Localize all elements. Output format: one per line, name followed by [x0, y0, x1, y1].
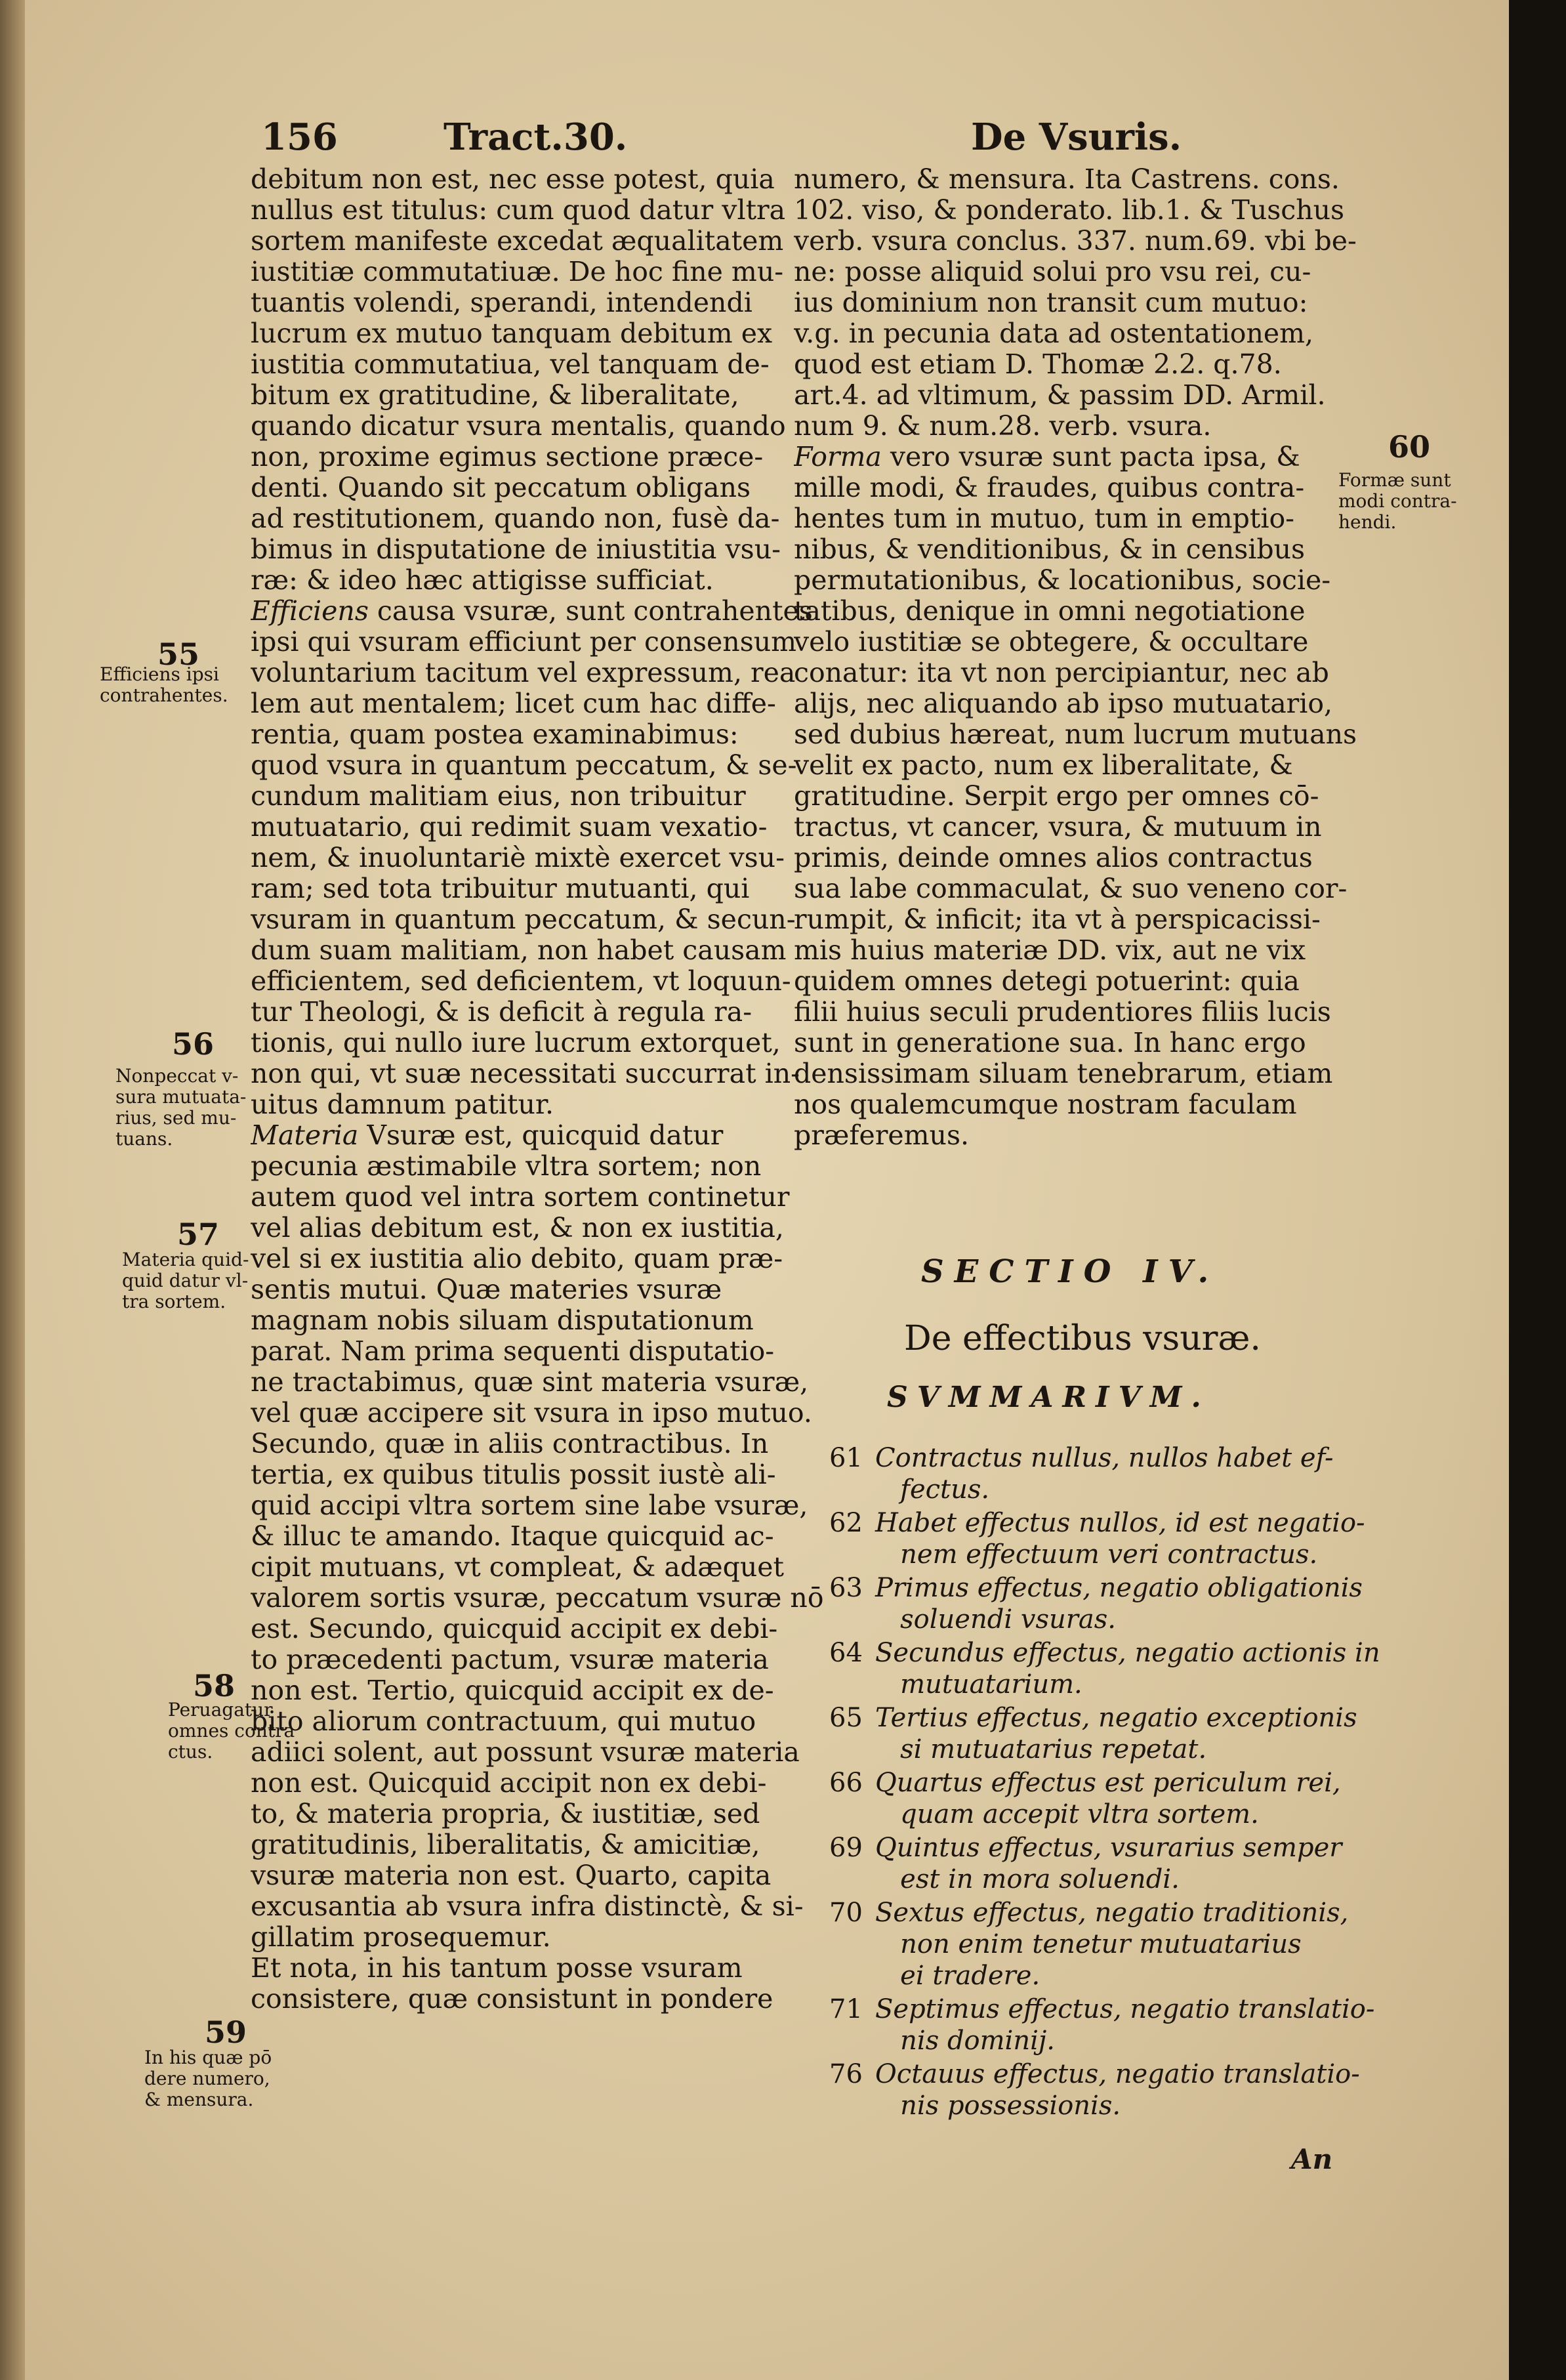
margin-number-57: 57: [177, 1217, 220, 1252]
text-line: mutuatario, qui redimit suam vexatio-: [251, 812, 768, 843]
text-line: primis, deinde omnes alios contractus: [794, 843, 1313, 873]
section-subtitle: De effectibus vsuræ.: [904, 1319, 1261, 1358]
text-line: hentes tum in mutuo, tum in emptio-: [794, 503, 1295, 534]
margin-number-56: 56: [172, 1026, 215, 1062]
text-line: quid accipi vltra sortem sine labe vsuræ,: [251, 1490, 808, 1521]
text-line: pecunia æstimabile vltra sortem; non: [251, 1151, 762, 1182]
summary-number: 70: [829, 1898, 863, 1928]
text-line: est. Secundo, quicquid accipit ex debi-: [251, 1614, 778, 1644]
summary-item: [829, 1637, 1393, 1700]
text-line: uitus damnum patitur.: [251, 1089, 554, 1120]
text-line: Forma vero vsuræ sunt pacta ipsa, &: [794, 442, 1300, 472]
page-number: 156: [261, 115, 338, 159]
text-line: iustitia commutatiua, vel tanquam de-: [251, 349, 770, 380]
text-line: magnam nobis siluam disputationum: [251, 1305, 754, 1336]
text-line: ipsi qui vsuram efficiunt per consensum: [251, 627, 797, 658]
text-line: filii huius seculi prudentiores filiis lucis: [794, 997, 1331, 1028]
text-line: sunt in generatione sua. In hanc ergo: [794, 1028, 1306, 1058]
summary-item: [829, 1572, 1393, 1635]
text-line: ne: posse aliquid solui pro vsu rei, cu-: [794, 257, 1311, 287]
summary-text: Quintus effectus, vsurarius semper est in mora soluendi.: [875, 1833, 1342, 1894]
running-head-left: Tract.30.: [443, 115, 628, 159]
text-line: vel si ex iustitia alio debito, quam præ-: [251, 1243, 783, 1274]
margin-number-60: 60: [1388, 429, 1431, 465]
text-line: iustitiæ commutatiuæ. De hoc fine mu-: [251, 257, 784, 287]
summary-number: 62: [829, 1508, 863, 1538]
text-line: consistere, quæ consistunt in pondere: [251, 1984, 773, 2015]
summary-text: Sextus effectus, negatio traditionis, non enim tenetur mutuatarius ei tradere.: [875, 1898, 1349, 1991]
margin-note-60: Formæ sunt modi contra- hendi.: [1338, 469, 1457, 533]
summary-text: Quartus effectus est periculum rei, quam accepit vltra sortem.: [875, 1768, 1341, 1829]
text-line: bito aliorum contractuum, qui mutuo: [251, 1706, 756, 1737]
text-line: mis huius materiæ DD. vix, aut ne vix: [794, 935, 1306, 966]
text-line: gratitudinis, liberalitatis, & amicitiæ,: [251, 1829, 760, 1860]
text-line: Materia Vsuræ est, quicquid datur: [251, 1120, 724, 1151]
text-line: lucrum ex mutuo tanquam debitum ex: [251, 318, 773, 349]
text-line: valorem sortis vsuræ, peccatum vsuræ nō: [251, 1583, 824, 1614]
catchword: An: [1291, 2143, 1333, 2175]
text-line: v.g. in pecunia data ad ostentationem,: [794, 318, 1314, 349]
margin-number-59: 59: [205, 2015, 247, 2050]
text-line: & illuc te amando. Itaque quicquid ac-: [251, 1521, 774, 1552]
summary-number: 71: [829, 1994, 863, 2024]
facing-page-bleed: [1338, 420, 1496, 1864]
text-line: ius dominium non transit cum mutuo:: [794, 287, 1308, 318]
summary-text: Contractus nullus, nullos habet ef- fectus.: [875, 1443, 1334, 1505]
text-line: mille modi, & fraudes, quibus contra-: [794, 472, 1305, 503]
margin-number-58: 58: [193, 1668, 236, 1703]
text-line: quod vsura in quantum peccatum, & se-: [251, 750, 797, 781]
summary-text: Habet effectus nullos, id est negatio- nem effectuum veri contractus.: [875, 1508, 1365, 1570]
text-line: conatur: ita vt non percipiantur, nec ab: [794, 658, 1329, 688]
text-line: voluntarium tacitum vel expressum, rea: [251, 658, 796, 688]
summary-number: 76: [829, 2059, 863, 2089]
text-line: tractus, vt cancer, vsura, & mutuum in: [794, 812, 1322, 843]
text-line: rentia, quam postea examinabimus:: [251, 719, 739, 750]
summary-title: SVMMARIVM.: [887, 1381, 1210, 1414]
text-line: Secundo, quæ in aliis contractibus. In: [251, 1429, 769, 1459]
text-line: densissimam siluam tenebrarum, etiam: [794, 1058, 1333, 1089]
summary-item: [829, 1442, 1393, 1505]
section-title: SECTIO IV.: [921, 1253, 1220, 1290]
text-line: tur Theologi, & is deficit à regula ra-: [251, 997, 752, 1028]
text-line: gillatim prosequemur.: [251, 1922, 551, 1953]
text-line: numero, & mensura. Ita Castrens. cons.: [794, 164, 1340, 195]
text-line: tatibus, denique in omni negotiatione: [794, 596, 1306, 627]
margin-note-55: Efficiens ipsi contrahentes.: [100, 663, 228, 706]
text-line: adiici solent, aut possunt vsuræ materia: [251, 1737, 800, 1768]
margin-note-57: Materia quid- quid datur vl- tra sortem.: [122, 1249, 249, 1312]
text-line: Efficiens causa vsuræ, sunt contrahentes: [251, 596, 813, 627]
text-line: ne tractabimus, quæ sint materia vsuræ,: [251, 1367, 809, 1398]
summary-item: [829, 1767, 1393, 1830]
text-line: vel quæ accipere sit vsura in ipso mutuo.: [251, 1398, 812, 1429]
text-line: nos qualemcumque nostram faculam: [794, 1089, 1297, 1120]
text-line: nem, & inuoluntariè mixtè exercet vsu-: [251, 843, 785, 873]
summary-number: 69: [829, 1833, 863, 1863]
summary-number: 66: [829, 1768, 863, 1798]
text-line: bitum ex gratitudine, & liberalitate,: [251, 380, 739, 411]
text-line: to, & materia propria, & iustitiæ, sed: [251, 1799, 760, 1829]
text-line: non qui, vt suæ necessitati succurrat in-: [251, 1058, 800, 1089]
summary-item: [829, 1702, 1393, 1765]
summary-text: Primus effectus, negatio obligationis soluendi vsuras.: [875, 1573, 1363, 1635]
text-line: verb. vsura conclus. 337. num.69. vbi be-: [794, 226, 1357, 257]
text-line: nullus est titulus: cum quod datur vltra: [251, 195, 786, 226]
summary-text: Octauus effectus, negatio translatio- nis possessionis.: [875, 2059, 1360, 2121]
text-line: non est. Tertio, quicquid accipit ex de-: [251, 1675, 774, 1706]
summary-number: 61: [829, 1443, 863, 1473]
text-line: vsuræ materia non est. Quarto, capita: [251, 1860, 772, 1891]
text-line: rumpit, & inficit; ita vt à perspicacissi-: [794, 904, 1321, 935]
text-line: ram; sed tota tribuitur mutuanti, qui: [251, 873, 750, 904]
text-line: 102. viso, & ponderato. lib.1. & Tuschus: [794, 195, 1345, 226]
summary-text: Septimus effectus, negatio translatio- nis dominij.: [875, 1994, 1375, 2056]
text-line: gratitudine. Serpit ergo per omnes cō-: [794, 781, 1319, 812]
text-line: lem aut mentalem; licet cum hac diffe-: [251, 688, 776, 719]
scan-edge: [1509, 0, 1566, 2380]
text-line: quod est etiam D. Thomæ 2.2. q.78.: [794, 349, 1282, 380]
running-head-right: De Vsuris.: [971, 115, 1182, 159]
left-text-column: [251, 164, 824, 2015]
text-line: ræ: & ideo hæc attigisse sufficiat.: [251, 565, 714, 596]
summary-item: [829, 1507, 1393, 1570]
text-line: cipit mutuans, vt compleat, & adæquet: [251, 1552, 785, 1583]
text-line: sua labe commaculat, & suo veneno cor-: [794, 873, 1348, 904]
summary-text: Tertius effectus, negatio exceptionis si mutuatarius repetat.: [875, 1703, 1357, 1764]
margin-number-55: 55: [157, 637, 200, 672]
text-line: nibus, & venditionibus, & in censibus: [794, 534, 1306, 565]
text-line: efficientem, sed deficientem, vt loquun-: [251, 966, 791, 997]
text-line: to præcedenti pactum, vsuræ materia: [251, 1644, 769, 1675]
text-line: non, proxime egimus sectione præce-: [251, 442, 764, 472]
text-line: tuantis volendi, sperandi, intendendi: [251, 287, 752, 318]
text-line: sortem manifeste excedat æqualitatem: [251, 226, 784, 257]
summary-number: 65: [829, 1703, 863, 1733]
summary-number: 63: [829, 1573, 863, 1603]
summary-item: [829, 1832, 1393, 1895]
summary-item: [829, 1897, 1393, 1992]
summary-item: [829, 1994, 1393, 2056]
text-line: vel alias debitum est, & non ex iustitia,: [251, 1213, 784, 1243]
margin-note-58: Peruagatur omnes contra ctus.: [168, 1699, 295, 1763]
text-line: dum suam malitiam, non habet causam: [251, 935, 787, 966]
text-line: vsuram in quantum peccatum, & secun-: [251, 904, 796, 935]
text-line: parat. Nam prima sequenti disputatio-: [251, 1336, 775, 1367]
text-line: sentis mutui. Quæ materies vsuræ: [251, 1274, 722, 1305]
text-line: sed dubius hæreat, num lucrum mutuans: [794, 719, 1357, 750]
text-line: alijs, nec aliquando ab ipso mutuatario,: [794, 688, 1333, 719]
text-line: debitum non est, nec esse potest, quia: [251, 164, 775, 195]
right-text-column: [794, 164, 1357, 1151]
text-line: tertia, ex quibus titulis possit iustè ali-: [251, 1459, 776, 1490]
text-line: permutationibus, & locationibus, socie-: [794, 565, 1331, 596]
margin-note-59: In his quæ pō dere numero, & mensura.: [144, 2047, 272, 2110]
summary-item: [829, 2058, 1393, 2121]
book-gutter: [0, 0, 25, 2380]
text-line: num 9. & num.28. verb. vsura.: [794, 411, 1212, 442]
text-line: excusantia ab vsura infra distinctè, & si-: [251, 1891, 804, 1922]
text-line: autem quod vel intra sortem continetur: [251, 1182, 790, 1213]
summary-text: Secundus effectus, negatio actionis in mutuatarium.: [875, 1638, 1380, 1700]
text-line: non est. Quicquid accipit non ex debi-: [251, 1768, 767, 1799]
text-line: art.4. ad vltimum, & passim DD. Armil.: [794, 380, 1326, 411]
text-line: velit ex pacto, num ex liberalitate, &: [794, 750, 1293, 781]
text-line: quidem omnes detegi potuerint: quia: [794, 966, 1300, 997]
text-line: bimus in disputatione de iniustitia vsu-: [251, 534, 781, 565]
margin-note-56: Nonpeccat v- sura mutuata- rius, sed mu- tuans.: [115, 1065, 247, 1150]
text-line: quando dicatur vsura mentalis, quando: [251, 411, 786, 442]
summary-number: 64: [829, 1638, 863, 1668]
text-line: ad restitutionem, quando non, fusè da-: [251, 503, 780, 534]
text-line: cundum malitiam eius, non tribuitur: [251, 781, 746, 812]
text-line: tionis, qui nullo iure lucrum extorquet,: [251, 1028, 781, 1058]
summary-list: [829, 1442, 1393, 2123]
text-line: Et nota, in his tantum posse vsuram: [251, 1953, 743, 1984]
text-line: denti. Quando sit peccatum obligans: [251, 472, 751, 503]
text-line: velo iustitiæ se obtegere, & occultare: [794, 627, 1309, 658]
text-line: præferemus.: [794, 1120, 970, 1151]
